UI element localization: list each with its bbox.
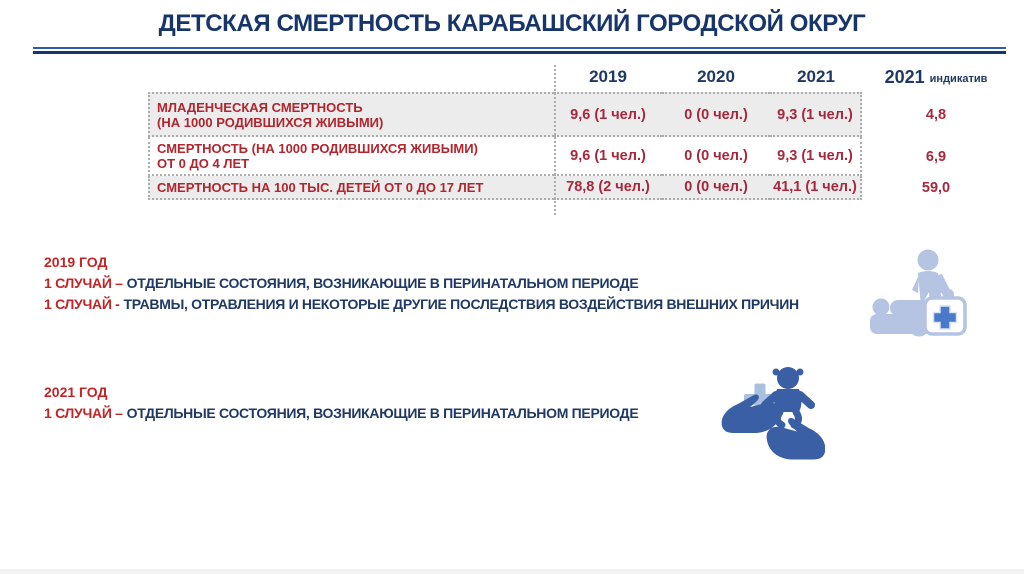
- indicative-label: индикатив: [929, 73, 988, 85]
- case-line: 1 СЛУЧАЙ – ОТДЕЛЬНЫЕ СОСТОЯНИЯ, ВОЗНИКАЮЩИЕ В ПЕРИНАТАЛЬНОМ ПЕРИОДЕ: [44, 405, 639, 421]
- cases-2021-block: [44, 382, 638, 424]
- table-header-2021: 2021: [797, 67, 835, 86]
- title-underline-top: [33, 47, 1006, 49]
- table-row-label: СМЕРТНОСТЬ (НА 1000 РОДИВШИХСЯ ЖИВЫМИ) ОТ 0 ДО 4 ЛЕТ: [148, 137, 554, 176]
- medical-aid-bedside-icon: [866, 246, 971, 338]
- mortality-table: [148, 62, 1010, 200]
- table-header-2020: 2020: [697, 67, 735, 86]
- table-cell: 0 (0 чел.): [662, 137, 770, 176]
- table-header-indicative: [862, 62, 1010, 92]
- table-cell-indicative: 6,9: [925, 148, 947, 165]
- table-cell: 9,3 (1 чел.): [770, 137, 862, 176]
- table-cell: 41,1 (1 чел.): [770, 176, 862, 200]
- table-cell-indicative: 4,8: [925, 106, 947, 123]
- year-label: 2019 ГОД: [44, 254, 108, 270]
- table-divider-line: [554, 65, 556, 215]
- year-label: 2021 ГОД: [44, 384, 108, 400]
- table-cell: 0 (0 чел.): [662, 92, 770, 137]
- case-line: 1 СЛУЧАЙ – ОТДЕЛЬНЫЕ СОСТОЯНИЯ, ВОЗНИКАЮЩИЕ В ПЕРИНАТАЛЬНОМ ПЕРИОДЕ: [44, 275, 639, 291]
- table-row-label: МЛАДЕНЧЕСКАЯ СМЕРТНОСТЬ (НА 1000 РОДИВШИХСЯ ЖИВЫМИ): [148, 92, 554, 137]
- hands-holding-baby-icon: [720, 364, 825, 464]
- table-row-label: СМЕРТНОСТЬ НА 100 ТЫС. ДЕТЕЙ ОТ 0 ДО 17 ЛЕТ: [148, 176, 554, 200]
- table-header-2019: 2019: [589, 67, 627, 86]
- table-cell: 9,6 (1 чел.): [554, 92, 662, 137]
- bottom-strip: [0, 569, 1024, 574]
- table-cell: 0 (0 чел.): [662, 176, 770, 200]
- table-cell-indicative: 59,0: [921, 180, 951, 196]
- slide-title: ДЕТСКАЯ СМЕРТНОСТЬ КАРАБАШСКИЙ ГОРОДСКОЙ ОКРУГ: [158, 10, 866, 37]
- table-cell: 78,8 (2 чел.): [554, 176, 662, 200]
- indicative-year: 2021: [884, 66, 925, 87]
- table-cell: 9,3 (1 чел.): [770, 92, 862, 137]
- title-underline-bottom: [33, 51, 1006, 54]
- table-header-empty: [148, 62, 554, 92]
- table-cell: 9,6 (1 чел.): [554, 137, 662, 176]
- cases-2019-block: [44, 252, 799, 315]
- case-line: 1 СЛУЧАЙ - ТРАВМЫ, ОТРАВЛЕНИЯ И НЕКОТОРЫЕ ДРУГИЕ ПОСЛЕДСТВИЯ ВОЗДЕЙСТВИЯ ВНЕШНИХ ПРИЧИН: [44, 296, 799, 312]
